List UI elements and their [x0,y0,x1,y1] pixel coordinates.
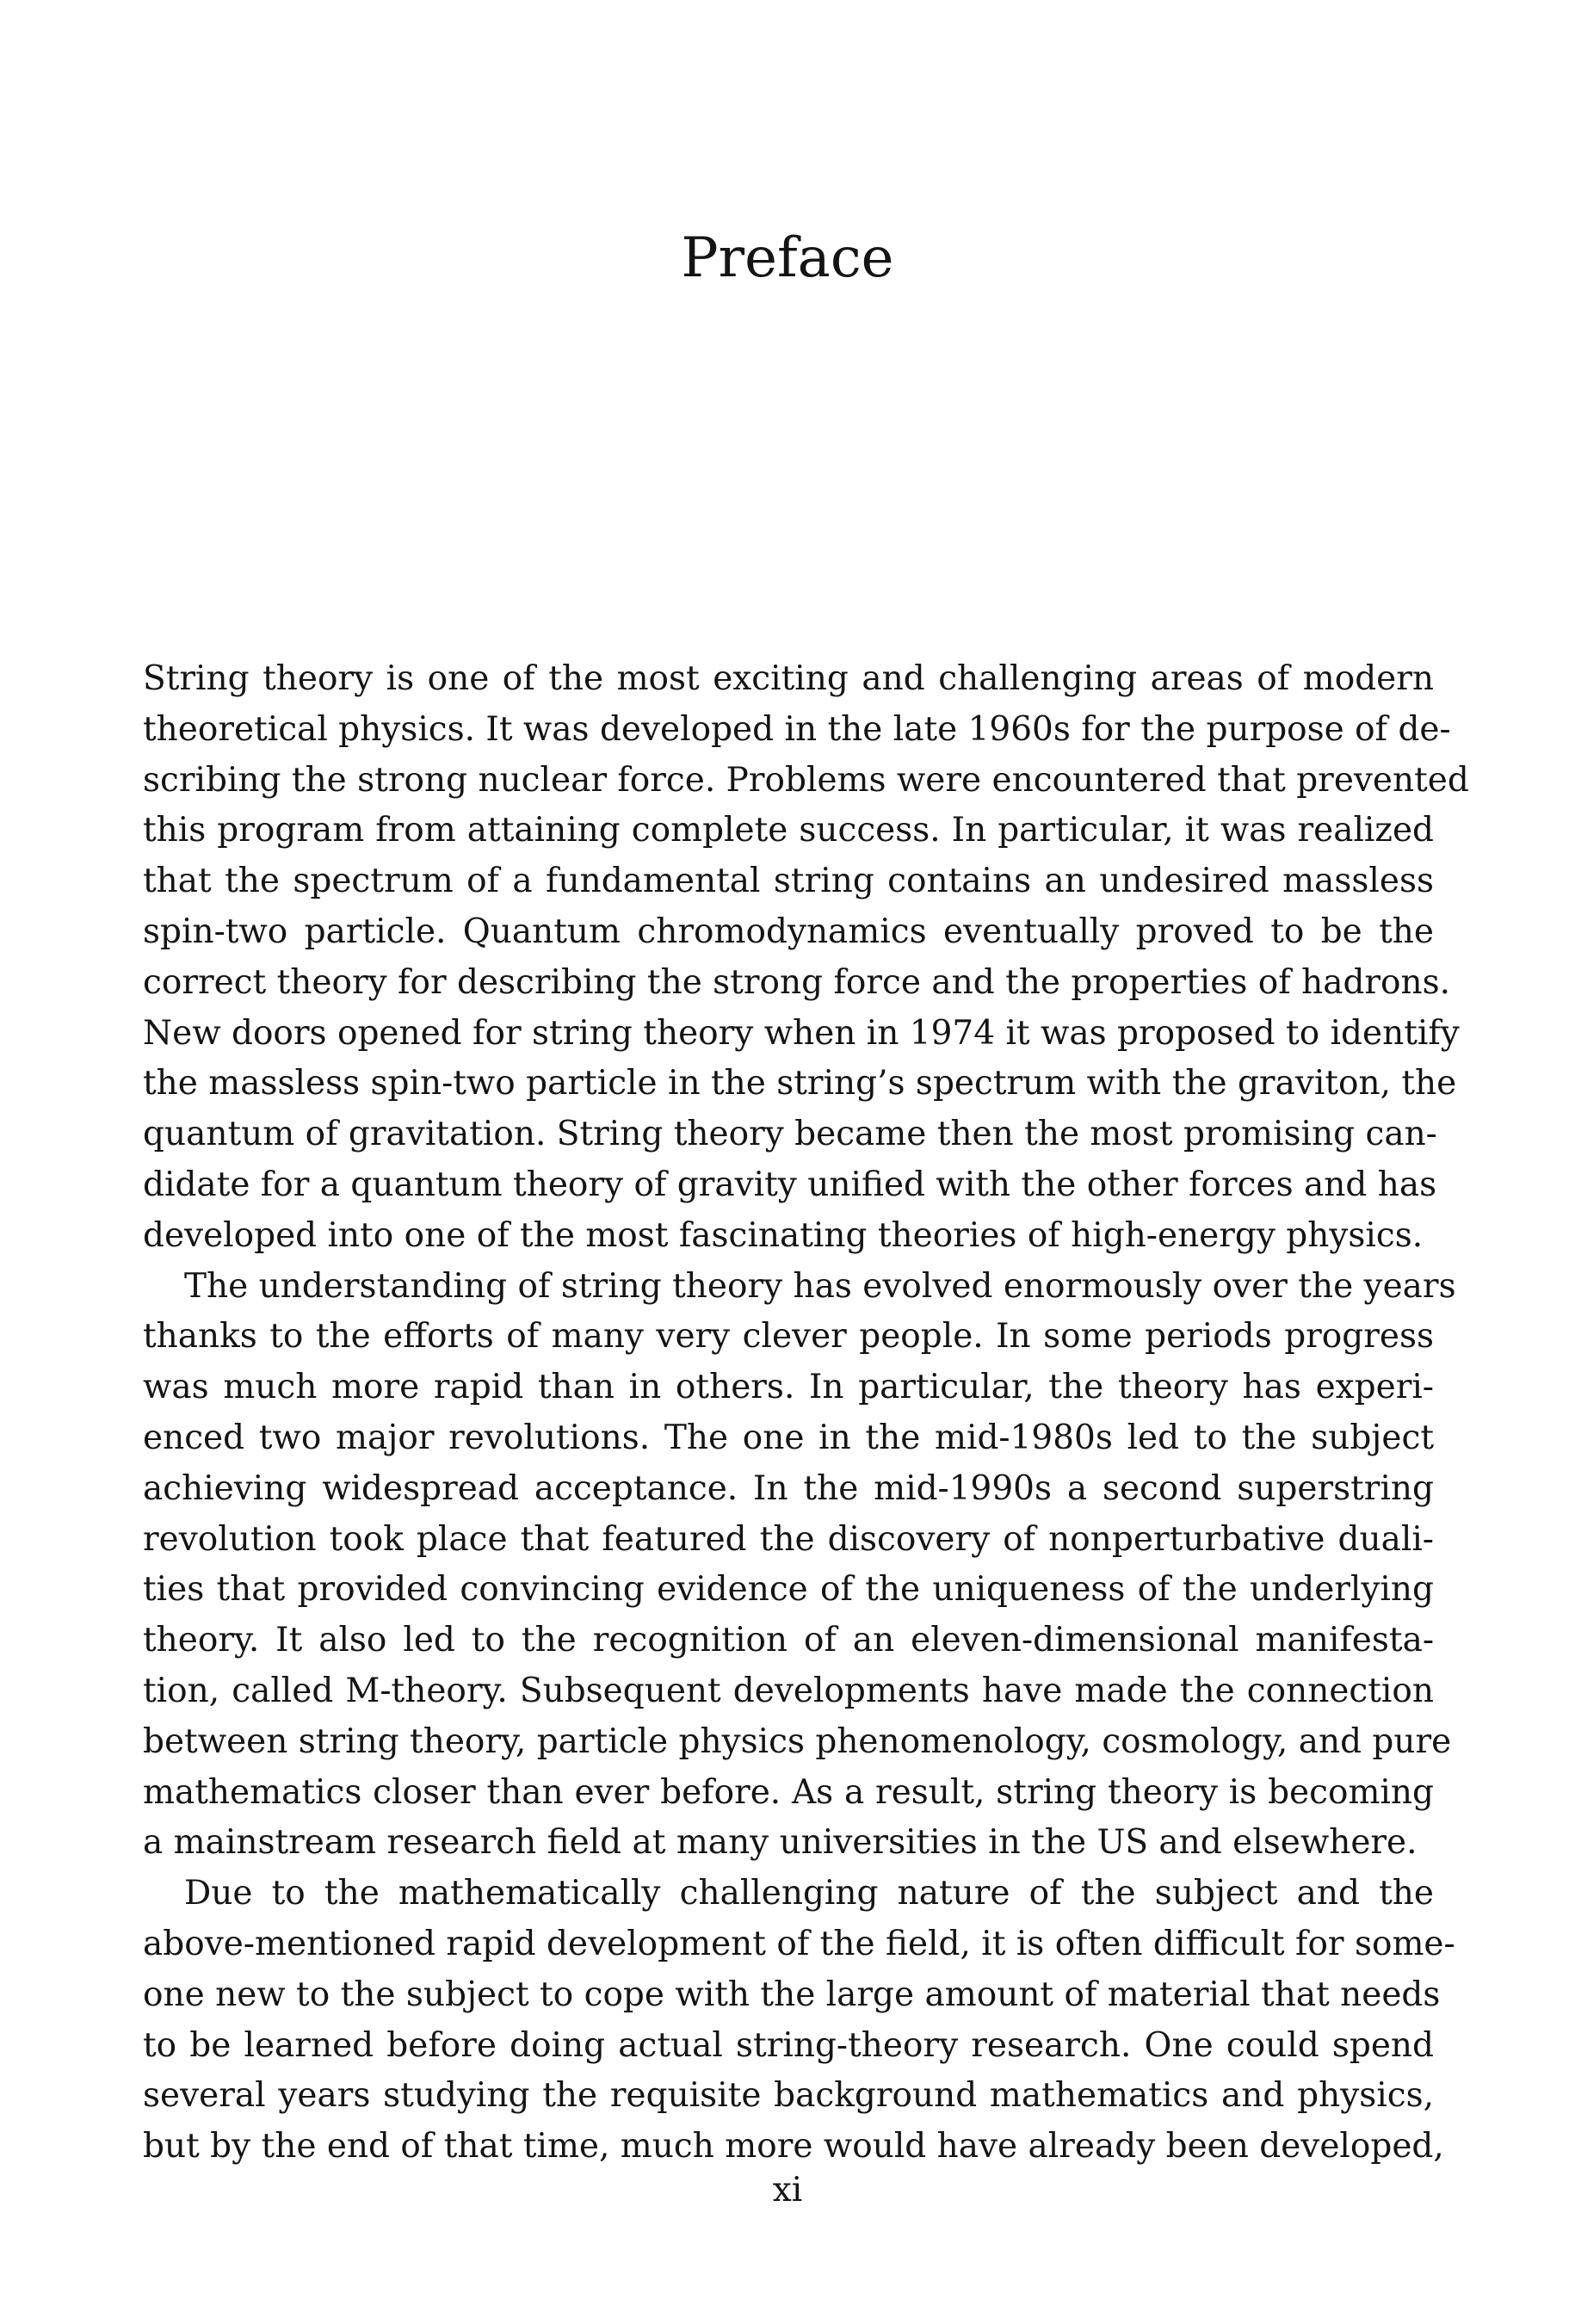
paragraph-1 [143,654,1469,1262]
text-line: New doors opened for string theory when in 1974 it was proposed to identify [143,1013,1460,1053]
text-line: correct theory for describing the strong force and the properties of hadrons. [143,962,1451,1002]
text-line: String theory is one of the most exciting and challenging areas of modern [143,659,1434,698]
text-line: this program from attaining complete success. In particular, it was realized [143,811,1434,850]
text-line: didate for a quantum theory of gravity unified with the other forces and has [143,1165,1437,1204]
text-line: theoretical physics. It was developed in the late 1960s for the purpose of de- [143,709,1451,749]
text-line: achieving widespread acceptance. In the mid-1990s a second superstring [143,1468,1434,1508]
text-line: spin-two particle. Quantum chromodynamics eventually proved to be the [143,912,1434,951]
text-line: mathematics closer than ever before. As a result, string theory is becoming [143,1772,1434,1812]
text-line: scribing the strong nuclear force. Problems were encountered that prevented [143,760,1469,800]
paragraph-2 [143,1262,1456,1870]
page-number: xi [772,2171,803,2210]
text-line: the massless spin-two particle in the string’s spectrum with the graviton, the [143,1064,1457,1103]
text-line: enced two major revolutions. The one in the mid-1980s led to the subject [143,1418,1434,1457]
text-line: revolution took place that featured the discovery of nonperturbative duali- [143,1519,1434,1559]
text-line: Due to the mathematically challenging nature of the subject and the [184,1874,1434,1913]
text-line: to be learned before doing actual string-theory research. One could spend [143,2025,1434,2065]
text-line: thanks to the efforts of many very clever people. In some periods progress [143,1317,1434,1357]
page-title: Preface [681,226,894,290]
text-line: The understanding of string theory has evolved enormously over the years [184,1266,1456,1306]
text-line: between string theory, particle physics phenomenology, cosmology, and pure [143,1721,1452,1761]
text-line: that the spectrum of a fundamental string contains an undesired massless [143,862,1434,901]
text-line: tion, called M-theory. Subsequent developments have made the connection [143,1671,1434,1710]
text-line: but by the end of that time, much more would have already been developed, [143,2127,1444,2166]
text-line: several years studying the requisite background mathematics and physics, [143,2076,1434,2116]
paragraph-3 [143,1869,1455,2173]
body-text [143,654,1469,2173]
text-line: was much more rapid than in others. In particular, the theory has experi- [143,1368,1434,1407]
text-line: theory. It also led to the recognition of an eleven-dimensional manifesta- [143,1621,1434,1660]
text-line: ties that provided convincing evidence of the uniqueness of the underlying [143,1570,1434,1610]
text-line: above-mentioned rapid development of the field, it is often difficult for some- [143,1924,1455,1963]
text-line: a mainstream research field at many universities in the US and elsewhere. [143,1823,1418,1863]
text-line: one new to the subject to cope with the large amount of material that needs [143,1975,1441,2014]
text-line: quantum of gravitation. String theory became then the most promising can- [143,1115,1437,1154]
text-line: developed into one of the most fascinating theories of high-energy physics. [143,1215,1424,1255]
